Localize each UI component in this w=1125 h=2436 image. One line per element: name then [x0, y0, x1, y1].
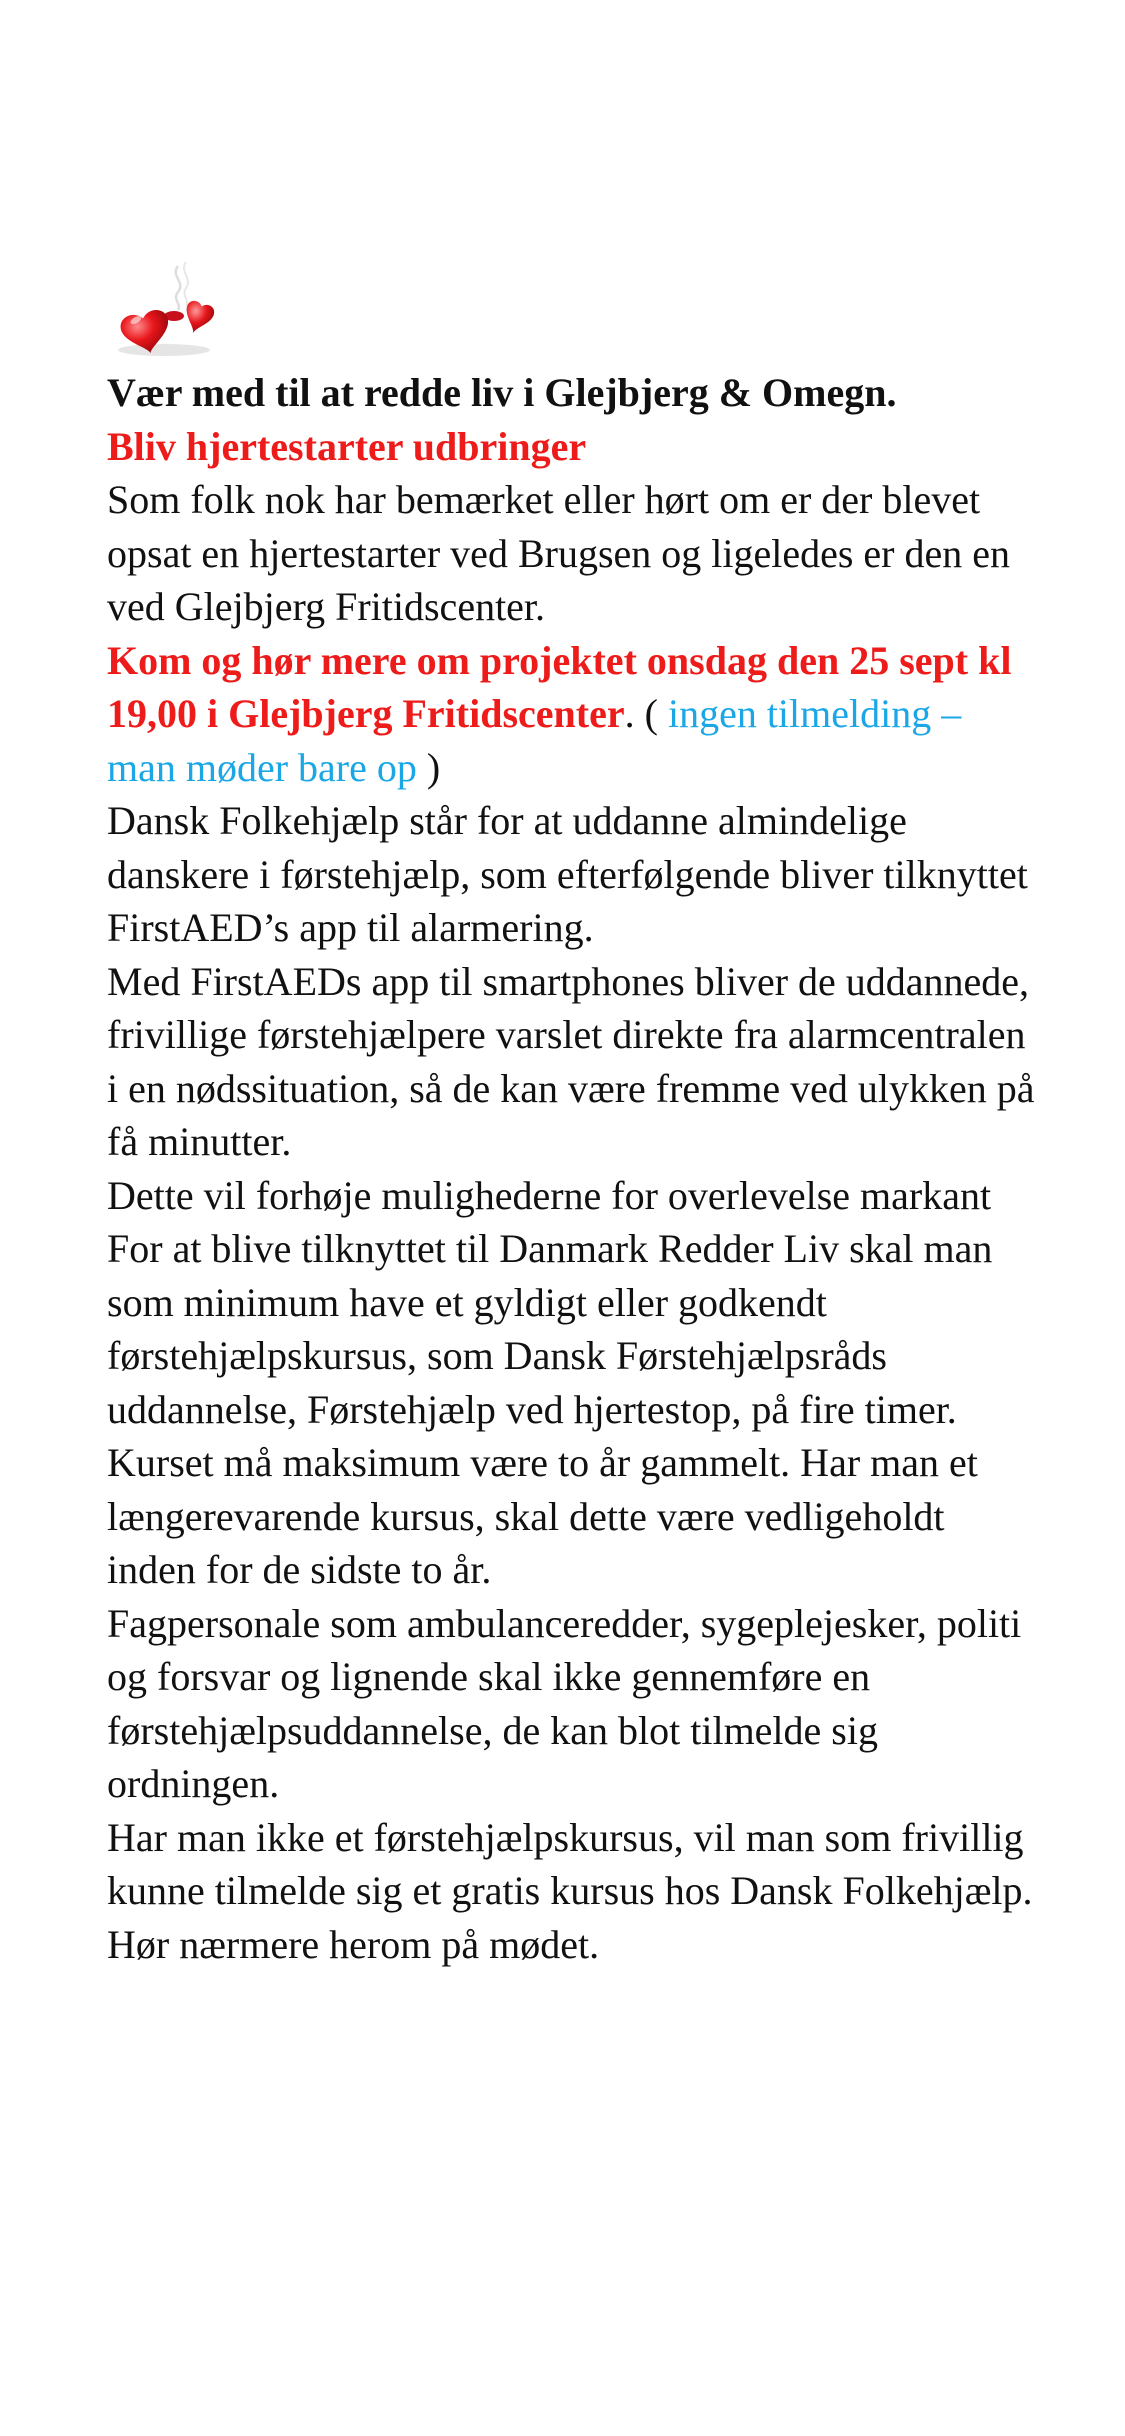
paragraph-survival: Dette vil forhøje mulighederne for overlevelse markant	[107, 1172, 992, 1218]
meeting-highlight: Kom og hør mere om projektet onsdag den 25 sept kl 19,00 i Glejbjerg Fritidscenter	[107, 637, 1012, 736]
meeting-close: )	[416, 744, 441, 790]
headline: Vær med til at redde liv i Glejbjerg & Omegn.	[107, 370, 897, 415]
paragraph-requirements: For at blive tilknyttet til Danmark Redder Liv skal man som minimum have et gyldigt eller godkendt førstehjælpskursus, som Dansk Førstehjælpsråds uddannelse, Førstehjælp ved hjertestop, på fire timer. Kurset må maksimum være to år gammelt. Har man et længerevarende kursus, skal dette være vedligeholdt inden for de sidste to år.	[107, 1226, 993, 1592]
meeting-after-highlight: . (	[624, 691, 668, 736]
meeting-paragraph	[107, 634, 1037, 795]
paragraph-professionals: Fagpersonale som ambulanceredder, sygeplejesker, politi og forsvar og lignende skal ikke gennemføre en førstehjælpsuddannelse, de kan blot tilmelde sig ordningen.	[107, 1600, 1022, 1806]
paragraph-free-course: Har man ikke et førstehjælpskursus, vil man som frivillig kunne tilmelde sig et gratis kursus hos Dansk Folkehjælp. Hør nærmere herom på mødet.	[107, 1814, 1033, 1967]
hearts-icon	[112, 258, 224, 360]
subheadline: Bliv hjertestarter udbringer	[107, 423, 587, 469]
paragraph-dansk-folkehjaelp: Dansk Folkehjælp står for at uddanne almindelige danskere i førstehjælp, som efterfølgende bliver tilknyttet FirstAED’s app til alarmering.	[107, 798, 1028, 950]
intro-paragraph: Som folk nok har bemærket eller hørt om er der blevet opsat en hjertestarter ved Brugsen og ligeledes er den en ved Glejbjerg Fritidscenter.	[107, 477, 1011, 629]
meeting-note: ingen tilmelding – man møder bare op	[107, 691, 962, 790]
article-body	[107, 366, 1037, 1971]
paragraph-firstaed-app: Med FirstAEDs app til smartphones bliver de uddannede, frivillige førstehjælpere varslet direkte fra alarmcentralen i en nødssituation, så de kan være fremme ved ulykken på få minutter.	[107, 958, 1035, 1164]
